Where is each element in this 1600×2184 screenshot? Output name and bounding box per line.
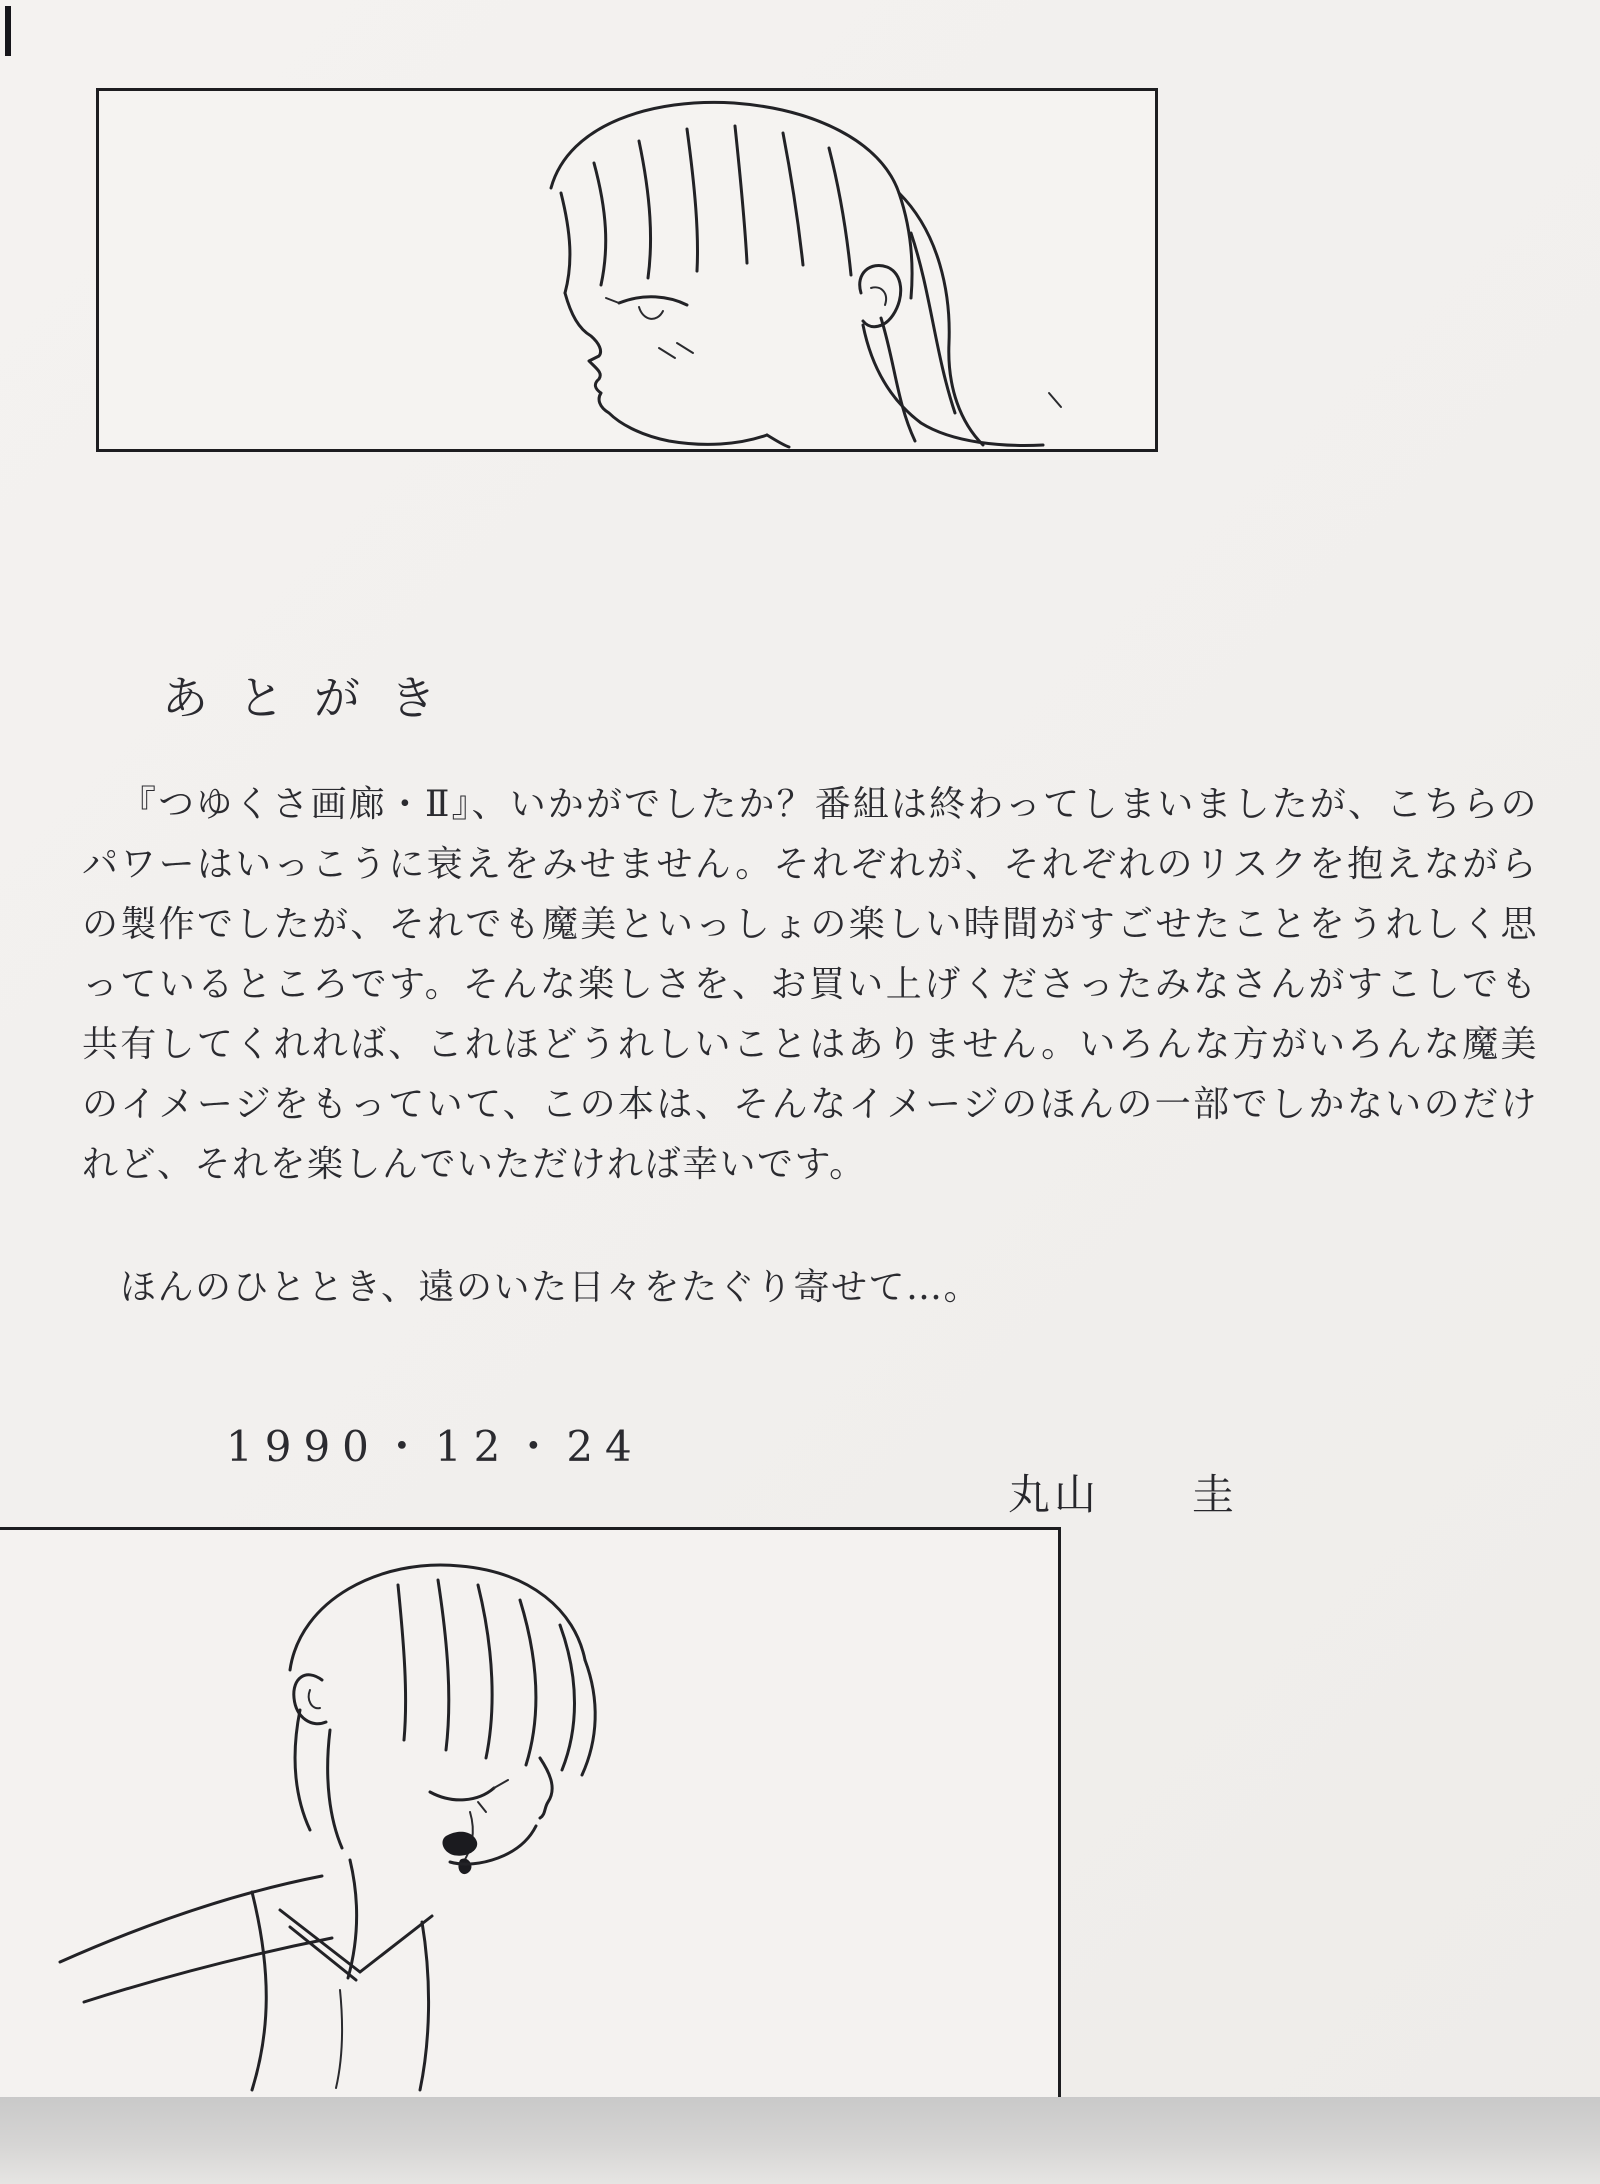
date-line: 1990・12・24	[226, 1422, 644, 1471]
bottom-illustration-panel	[0, 1527, 1061, 2100]
girl-profile-illustration	[99, 91, 1155, 449]
scan-edge-band	[0, 2097, 1600, 2184]
afterword-paragraph: 『つゆくさ画廊・Ⅱ』、いかがでしたか？番組は終わってしまいましたが、こちらのパワーはいっこうに衰えをみせません。それぞれが、それぞれのリスクを抱えながらの製作でしたが、それでも魔美といっしょの楽しい時間がすごせたことをうれしく思っているところです。そんな楽しさを、お買い上げくださったみなさんがすこしでも共有してくれれば、これほどうれしいことはありません。いろんな方がいろんな魔美のイメージをもっていて、この本は、そんなイメージのほんの一部でしかないのだけれど、それを楽しんでいただければ幸いです。	[82, 784, 1538, 1185]
scan-artifact-mark	[5, 6, 11, 56]
girl-crying-illustration	[0, 1530, 1058, 2097]
closing-line: ほんのひととき、遠のいた日々をたぐり寄せて…。	[120, 1267, 982, 1308]
top-illustration-panel	[96, 88, 1158, 452]
author-signature: 丸山 圭	[1008, 1470, 1239, 1519]
afterword-heading: あとがき	[162, 671, 466, 725]
